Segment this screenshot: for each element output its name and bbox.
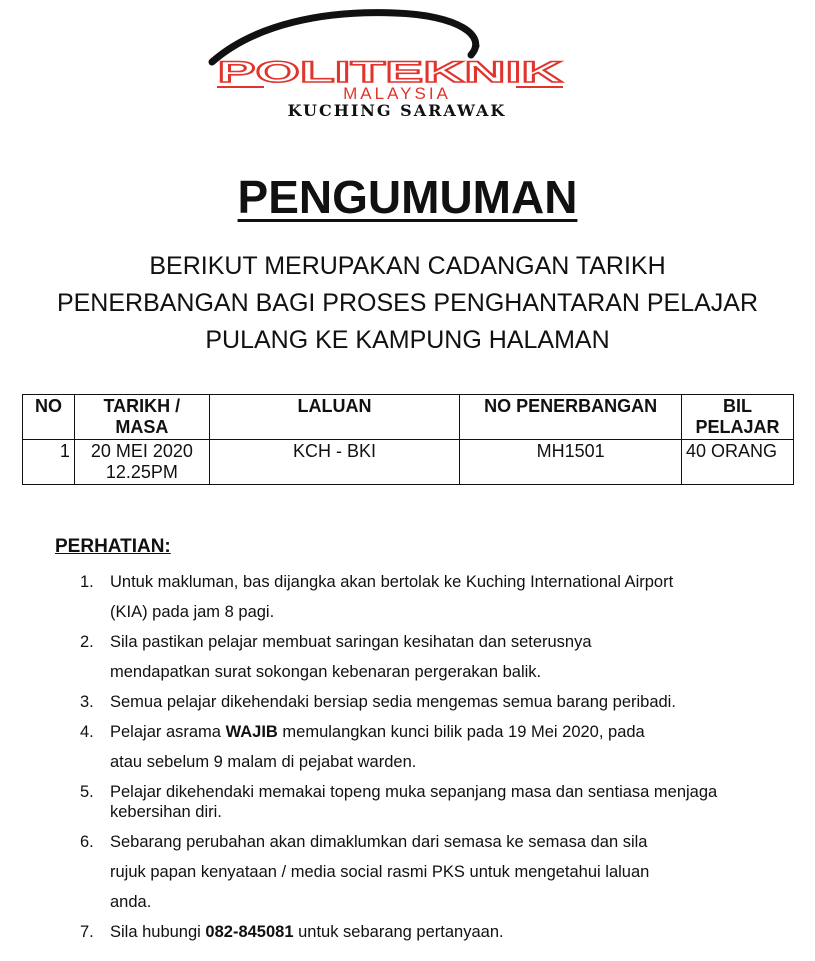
logo-campus: KUCHING SARAWAK: [287, 101, 507, 120]
list-item-number: 5.: [80, 783, 94, 801]
cell-flight: MH1501: [460, 440, 682, 485]
list-item-line: Sila pastikan pelajar membuat saringan kesihatan dan seterusnya: [110, 633, 592, 651]
phone-number: 082-845081: [205, 923, 294, 941]
flight-table: [22, 394, 794, 485]
col-header-bil: [682, 395, 794, 440]
list-item-number: 4.: [80, 723, 94, 741]
cell-time: 12.25PM: [105, 462, 178, 482]
col-header-tarikh-line-2: MASA: [115, 417, 169, 437]
table-row: [23, 440, 794, 485]
col-header-tarikh-line-1: TARIKH /: [103, 396, 181, 416]
list-item-line: [110, 717, 785, 747]
subtitle-line-3: PULANG KE KAMPUNG HALAMAN: [205, 326, 610, 354]
list-item: [0, 627, 815, 687]
list-item-text: memulangkan kunci bilik pada 19 Mei 2020, pada: [277, 723, 645, 741]
list-item-line: anda.: [110, 893, 152, 911]
subtitle-line-1: BERIKUT MERUPAKAN CADANGAN TARIKH: [149, 252, 666, 280]
list-item: [0, 567, 815, 627]
list-item-line: kebersihan diri.: [110, 803, 222, 821]
list-item-line: mendapatkan surat sokongan kebenaran pergerakan balik.: [110, 663, 542, 681]
list-item-line: (KIA) pada jam 8 pagi.: [110, 603, 275, 621]
page-title: PENGUMUMAN: [237, 171, 578, 223]
cell-date: 20 MEI 2020: [90, 441, 193, 461]
col-header-penerbangan: NO PENERBANGAN: [460, 395, 682, 440]
logo-sub: MALAYSIA: [343, 84, 451, 103]
table-header-row: [23, 395, 794, 440]
col-header-tarikh: [74, 395, 209, 440]
subtitle-line-2: PENERBANGAN BAGI PROSES PENGHANTARAN PELAJAR: [56, 289, 759, 317]
list-item-number: 3.: [80, 693, 94, 711]
list-item-text: Pelajar asrama: [110, 723, 226, 741]
col-header-bil-line-1: BIL: [723, 396, 752, 416]
logo: [0, 0, 815, 130]
emphasis-text: WAJIB: [225, 723, 278, 741]
list-item: [0, 687, 815, 717]
list-item-number: 2.: [80, 633, 94, 651]
list-item-line: [110, 917, 785, 947]
subtitle: [0, 248, 815, 359]
notes-list: [0, 567, 815, 947]
list-item-number: 1.: [80, 573, 94, 591]
notes-heading: PERHATIAN:: [55, 536, 171, 557]
list-item-text: untuk sebarang pertanyaan.: [293, 923, 504, 941]
list-item-line: Semua pelajar dikehendaki bersiap sedia mengemas semua barang peribadi.: [110, 693, 676, 711]
list-item-line: rujuk papan kenyataan / media social rasmi PKS untuk mengetahui laluan: [110, 863, 650, 881]
cell-no: 1: [23, 440, 75, 485]
list-item: [0, 917, 815, 947]
list-item-number: 6.: [80, 833, 94, 851]
list-item-text: Sila hubungi: [110, 923, 206, 941]
list-item-number: 7.: [80, 923, 94, 941]
col-header-bil-line-2: PELAJAR: [695, 417, 780, 437]
logo-arc: [212, 13, 476, 62]
cell-date-time: [74, 440, 209, 485]
cell-route: KCH - BKI: [209, 440, 459, 485]
list-item: [0, 827, 815, 917]
list-item-line: Sebarang perubahan akan dimaklumkan dari semasa ke semasa dan sila: [110, 833, 648, 851]
col-header-no: NO: [23, 395, 75, 440]
list-item: [0, 777, 815, 827]
list-item-line: Untuk makluman, bas dijangka akan bertolak ke Kuching International Airport: [110, 573, 674, 591]
list-item: [0, 717, 815, 777]
list-item-line: atau sebelum 9 malam di pejabat warden.: [110, 753, 417, 771]
list-item-line: Pelajar dikehendaki memakai topeng muka sepanjang masa dan sentiasa menjaga: [110, 783, 718, 801]
logo-brand-text: POLITEKNIK: [217, 56, 564, 89]
cell-students: 40 ORANG: [682, 440, 794, 485]
col-header-laluan: LALUAN: [209, 395, 459, 440]
